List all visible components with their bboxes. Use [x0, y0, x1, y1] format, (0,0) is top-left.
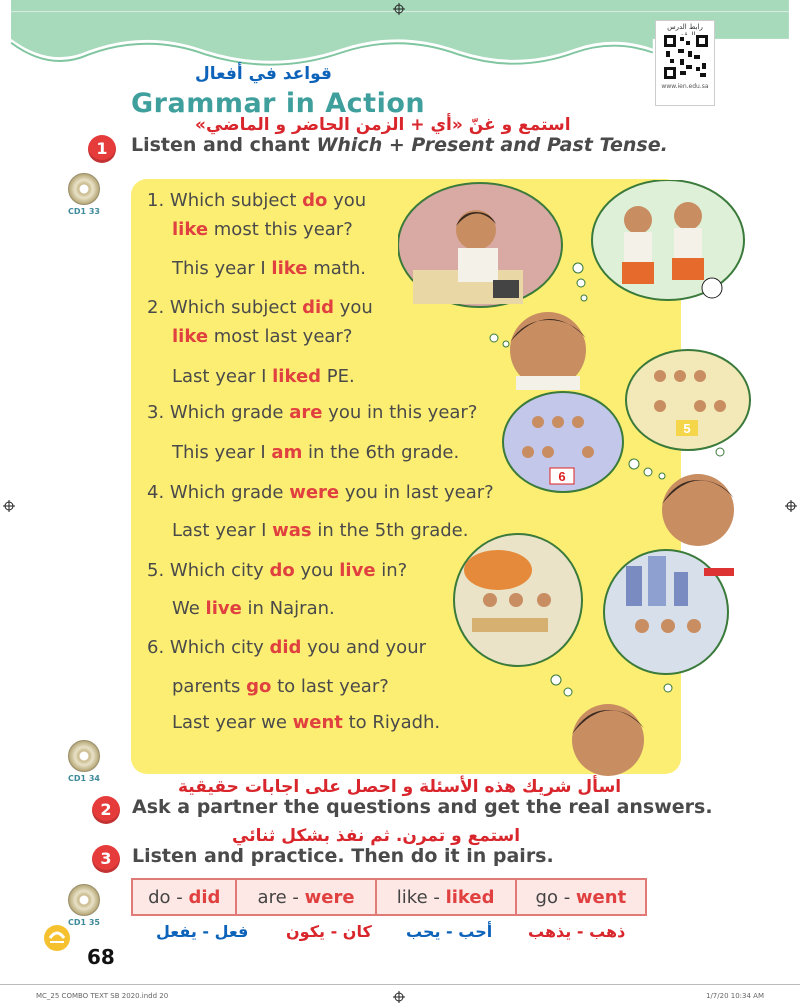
- thinking-boy: [572, 704, 644, 776]
- chant-line: [147, 402, 477, 423]
- verb-pair-cell: are - were: [236, 879, 375, 915]
- exercise2-arabic: اسأل شريك هذه الأسئلة و احصل على اجابات حقيقية: [178, 777, 622, 797]
- highlighted-verb: do: [302, 190, 328, 211]
- highlighted-verb: go: [246, 676, 272, 697]
- chant-text: Last year I: [172, 366, 273, 387]
- chant-text: We: [172, 598, 206, 619]
- arabic-verb-translations: [150, 922, 650, 948]
- highlighted-verb: like: [271, 258, 308, 279]
- chant-line: [172, 712, 440, 733]
- cd-track-label: CD1 33: [68, 207, 100, 216]
- chant-text: PE.: [321, 366, 355, 387]
- chant-text: most last year?: [208, 326, 353, 347]
- thought-bubble-grade5: [626, 350, 750, 450]
- chant-line: [172, 219, 353, 240]
- registration-mark-icon: [393, 991, 405, 1003]
- thought-bubble-najran: [454, 534, 582, 666]
- chant-text: 3. Which grade: [147, 402, 290, 423]
- chant-text: Last year we: [172, 712, 293, 733]
- chant-text: in?: [375, 560, 408, 581]
- chant-text: most this year?: [208, 219, 353, 240]
- chant-text: you: [327, 190, 367, 211]
- cd-audio-button[interactable]: [68, 884, 102, 927]
- chant-text: Last year I: [172, 520, 273, 541]
- thought-bubble-riyadh: [604, 550, 734, 674]
- chant-text: 5. Which city: [147, 560, 270, 581]
- chant-line: [147, 637, 426, 658]
- verb-pairs-table: [131, 878, 647, 916]
- qr-caption: رابط الدرس: [667, 23, 703, 31]
- footer-divider: [0, 984, 800, 985]
- chant-line: [147, 482, 494, 503]
- chant-text: This year I: [172, 258, 272, 279]
- qr-code-icon: [664, 35, 708, 79]
- cd-track-label: CD1 34: [68, 774, 100, 783]
- grade6-sign: 6: [558, 469, 566, 484]
- chant-text: you: [334, 297, 373, 318]
- highlighted-verb: liked: [272, 366, 322, 387]
- registration-mark-icon: [3, 500, 15, 512]
- exercise2-instruction: Ask a partner the questions and get the real answers.: [132, 796, 713, 818]
- highlighted-verb: like: [172, 219, 209, 240]
- cd-icon: [68, 173, 100, 205]
- exercise-number-badge: 2: [92, 796, 120, 824]
- chant-text: you in this year?: [322, 402, 478, 423]
- chant-text: to last year?: [271, 676, 389, 697]
- cd-audio-button[interactable]: [68, 740, 102, 783]
- cd-audio-button[interactable]: [68, 173, 102, 216]
- exercise-number-badge: 3: [92, 845, 120, 873]
- highlighted-verb: did: [269, 637, 302, 658]
- chant-text: 2. Which subject: [147, 297, 303, 318]
- chant-text: you in last year?: [339, 482, 494, 503]
- verb-pairs-row: [132, 879, 646, 915]
- chant-text: in Najran.: [241, 598, 335, 619]
- chant-text: 1. Which subject: [147, 190, 303, 211]
- exercise1-instruction-text: Listen and chant: [131, 134, 317, 156]
- publisher-logo-icon: [42, 918, 72, 952]
- verb-pair-cell: go - went: [516, 879, 646, 915]
- arabic-verb-pair: أحب - يحب: [406, 922, 493, 941]
- grade5-sign: 5: [683, 421, 691, 436]
- highlighted-verb: do: [269, 560, 295, 581]
- highlighted-verb: are: [289, 402, 323, 423]
- thought-bubble-pe: [592, 180, 744, 300]
- footer-right-text: 1/7/20 10:34 AM: [706, 992, 764, 1000]
- qr-url: www.ien.edu.sa: [661, 83, 709, 90]
- highlighted-verb: were: [289, 482, 340, 503]
- exercise1-instruction-italic: Which + Present and Past Tense.: [316, 134, 668, 156]
- chant-text: math.: [307, 258, 366, 279]
- chant-line: [172, 442, 459, 463]
- arabic-verb-pair: فعل - يفعل: [156, 922, 249, 941]
- chant-line: [147, 560, 407, 581]
- exercise-number-badge: 1: [88, 135, 116, 163]
- registration-mark-icon: [393, 3, 405, 15]
- chant-text: This year I: [172, 442, 272, 463]
- exercise3-arabic: استمع و تمرن. ثم نفذ بشكل ثنائي: [232, 826, 521, 846]
- highlighted-verb: was: [272, 520, 312, 541]
- highlighted-verb: like: [172, 326, 209, 347]
- highlighted-verb: am: [271, 442, 303, 463]
- chant-text: in the 6th grade.: [302, 442, 460, 463]
- thinking-boy: [662, 474, 734, 546]
- exercise1-arabic: استمع و غنّ «أي + الزمن الحاضر و الماضي»: [195, 115, 571, 135]
- arabic-verb-pair: ذهب - يذهب: [528, 922, 626, 941]
- highlighted-verb: live: [205, 598, 242, 619]
- section-arabic-title: قواعد في أفعال: [195, 64, 332, 84]
- chant-text: you and your: [301, 637, 426, 658]
- chant-line: [172, 676, 389, 697]
- verb-pair-cell: do - did: [132, 879, 236, 915]
- highlighted-verb: did: [302, 297, 335, 318]
- footer-left-text: MC_25 COMBO TEXT SB 2020.indd 20: [36, 992, 169, 1000]
- verb-pair-cell: like - liked: [376, 879, 516, 915]
- chant-line: [172, 326, 352, 347]
- qr-code-box[interactable]: [655, 20, 715, 106]
- chant-line: [172, 520, 468, 541]
- highlighted-verb: went: [292, 712, 343, 733]
- chant-text: in the 5th grade.: [311, 520, 469, 541]
- chant-text: 6. Which city: [147, 637, 270, 658]
- highlighted-verb: live: [339, 560, 376, 581]
- chant-line: [172, 366, 355, 387]
- arabic-verb-pair: كان - يكون: [286, 922, 372, 941]
- chant-text: parents: [172, 676, 247, 697]
- chant-text: you: [294, 560, 340, 581]
- chant-text: to Riyadh.: [342, 712, 441, 733]
- cd-track-label: CD1 35: [68, 918, 100, 927]
- chant-line: [172, 598, 335, 619]
- registration-mark-icon: [785, 500, 797, 512]
- exercise3-instruction: Listen and practice. Then do it in pairs.: [132, 845, 554, 867]
- cd-icon: [68, 884, 100, 916]
- thought-bubble-grade6: [503, 392, 623, 492]
- exercise1-instruction: [131, 134, 668, 156]
- thinking-boy: [510, 312, 586, 390]
- chant-text: 4. Which grade: [147, 482, 290, 503]
- page-number: 68: [87, 945, 115, 969]
- chant-line: [147, 190, 366, 211]
- cd-icon: [68, 740, 100, 772]
- thought-bubble-math: [398, 183, 562, 307]
- section-title: Grammar in Action: [131, 88, 426, 119]
- chant-illustrations: [398, 180, 758, 780]
- chant-line: [172, 258, 366, 279]
- chant-line: [147, 297, 373, 318]
